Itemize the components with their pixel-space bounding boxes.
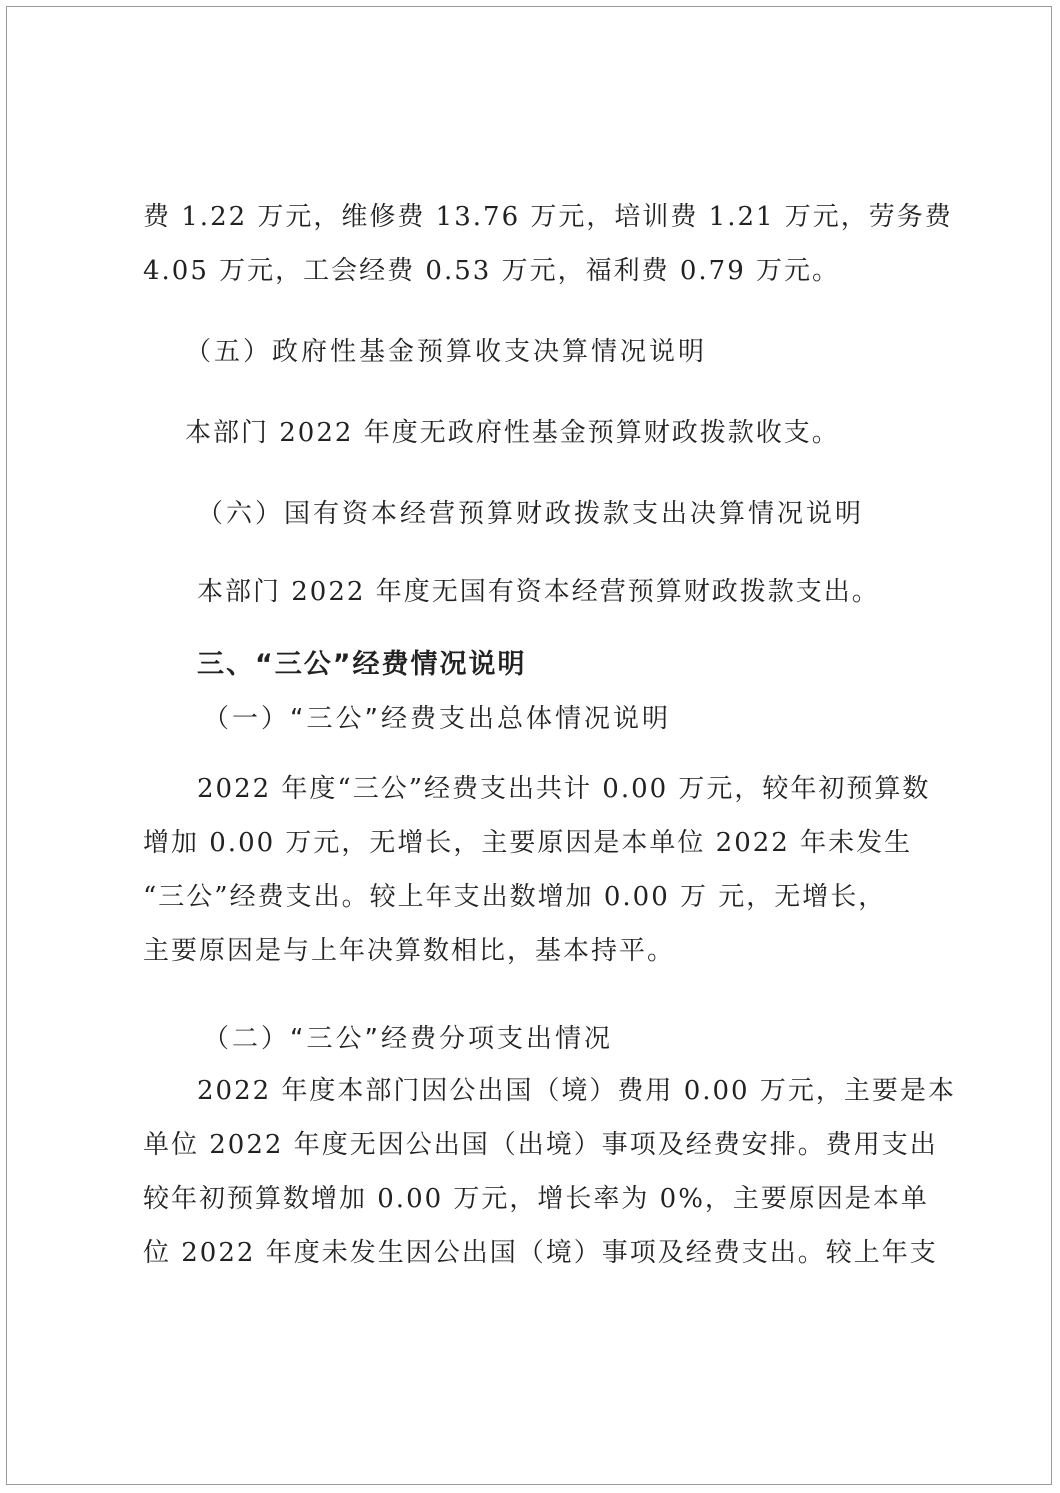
section-body-5: 本部门 2022 年度无政府性基金预算财政拨款收支。 (185, 418, 840, 448)
body-line: 位 2022 年度未发生因公出国（境）事项及经费支出。较上年支 (143, 1238, 938, 1268)
body-line: 主要原因是与上年决算数相比，基本持平。 (143, 936, 676, 966)
section-heading-5: （五）政府性基金预算收支决算情况说明 (185, 337, 708, 367)
part-heading-3: 三、“三公”经费情况说明 (197, 649, 527, 680)
body-line: 单位 2022 年度无因公出国（出境）事项及经费安排。费用支出 (143, 1130, 938, 1160)
body-line: 费 1.22 万元，维修费 13.76 万元，培训费 1.21 万元，劳务费 (143, 202, 953, 232)
body-line: “三公”经费支出。较上年支出数增加 0.00 万 元，无增长， (143, 882, 887, 912)
body-line: 2022 年度本部门因公出国（境）费用 0.00 万元，主要是本 (197, 1076, 956, 1106)
subsection-heading-1: （一）“三公”经费支出总体情况说明 (203, 704, 671, 734)
subsection-heading-2: （二）“三公”经费分项支出情况 (203, 1024, 613, 1054)
body-line: 较年初预算数增加 0.00 万元，增长率为 0%，主要原因是本单 (143, 1184, 929, 1214)
section-heading-6: （六）国有资本经营预算财政拨款支出决算情况说明 (197, 499, 865, 529)
body-line: 2022 年度“三公”经费支出共计 0.00 万元，较年初预算数 (197, 774, 931, 804)
section-body-6: 本部门 2022 年度无国有资本经营预算财政拨款支出。 (197, 577, 880, 607)
body-line: 4.05 万元，工会经费 0.53 万元，福利费 0.79 万元。 (143, 256, 840, 286)
body-line: 增加 0.00 万元，无增长，主要原因是本单位 2022 年未发生 (143, 828, 913, 858)
